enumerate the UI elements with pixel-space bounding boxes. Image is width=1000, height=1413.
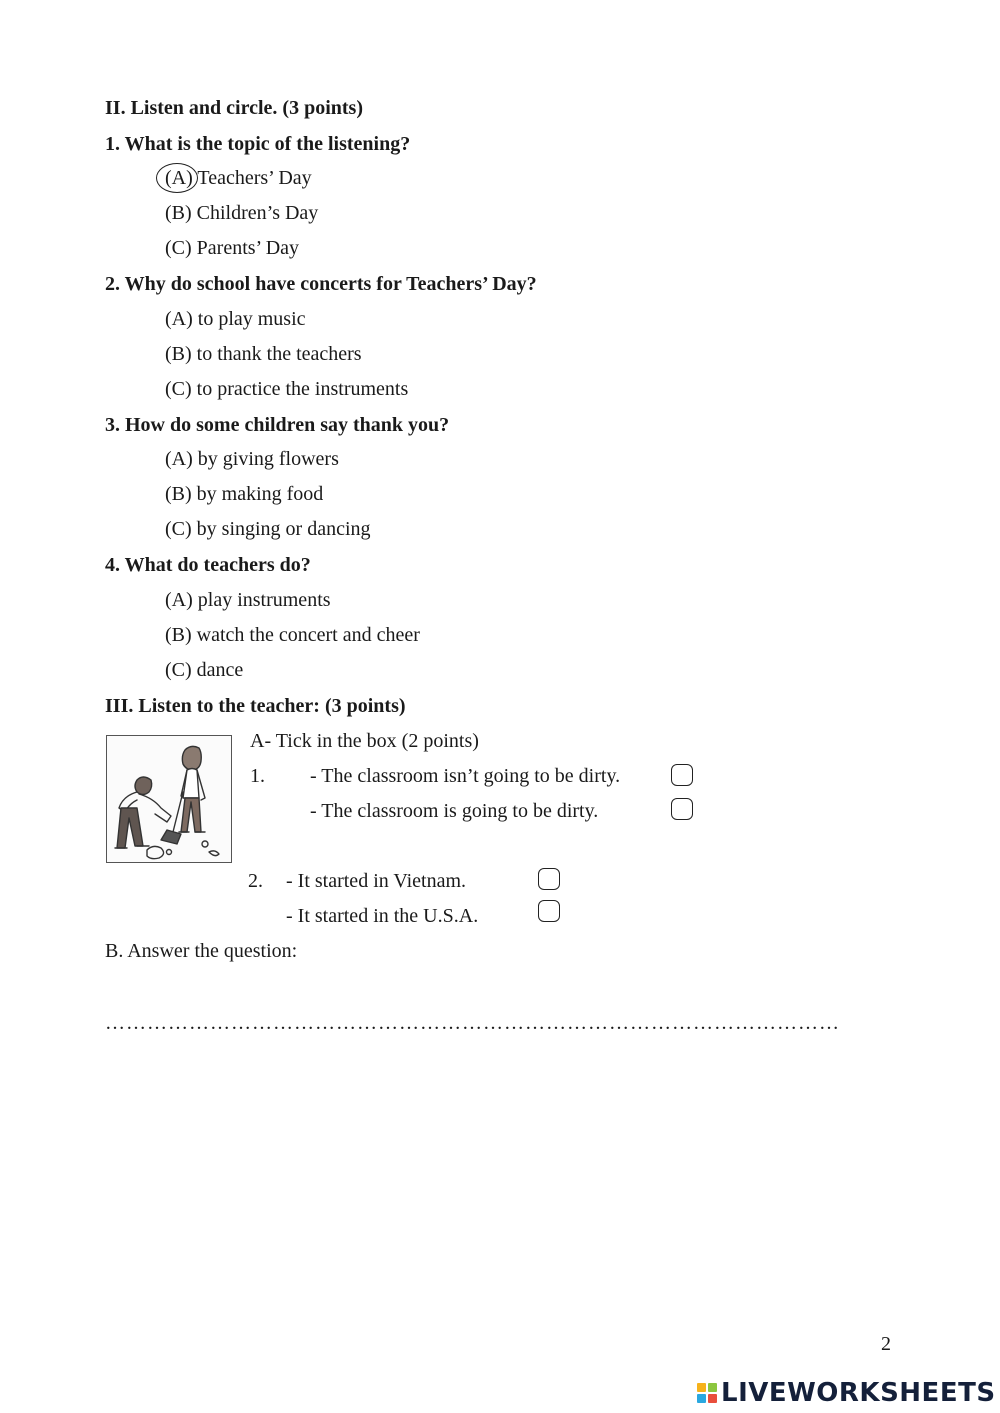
q1-option-c[interactable]: (C) Parents’ Day <box>165 237 300 259</box>
question-4: 4. What do teachers do? <box>105 554 311 576</box>
q4-option-a[interactable]: (A) play instruments <box>165 589 331 611</box>
answer-line[interactable]: …………………………………………………………………………………………… <box>105 1012 840 1034</box>
q3-option-a[interactable]: (A) by giving flowers <box>165 448 339 470</box>
q3-option-c[interactable]: (C) by singing or dancing <box>165 518 371 540</box>
item-2-number: 2. <box>248 870 263 892</box>
q1-option-b[interactable]: (B) Children’s Day <box>165 202 319 224</box>
children-cleaning-drawing <box>107 736 230 861</box>
question-3: 3. How do some children say thank you? <box>105 414 450 436</box>
cleaning-illustration <box>106 735 232 863</box>
liveworksheets-logo <box>697 1378 996 1408</box>
q2-option-c[interactable]: (C) to practice the instruments <box>165 378 409 400</box>
q1-option-a[interactable]: (A) Teachers’ Day <box>165 167 312 189</box>
question-2: 2. Why do school have concerts for Teachers’ Day? <box>105 273 537 295</box>
q3-option-b[interactable]: (B) by making food <box>165 483 324 505</box>
item-1-statement-2: - The classroom is going to be dirty. <box>310 800 599 822</box>
q4-option-c[interactable]: (C) dance <box>165 659 244 681</box>
tick-box-2a[interactable] <box>538 868 560 890</box>
q4-option-b[interactable]: (B) watch the concert and cheer <box>165 624 420 646</box>
item-1-statement-1: - The classroom isn’t going to be dirty. <box>310 765 621 787</box>
section-3-heading: III. Listen to the teacher: (3 points) <box>105 695 406 717</box>
tick-box-1a[interactable] <box>671 764 693 786</box>
tick-box-2b[interactable] <box>538 900 560 922</box>
part-a-instruction: A- Tick in the box (2 points) <box>250 730 479 752</box>
item-1-number: 1. <box>250 765 265 787</box>
q2-option-a[interactable]: (A) to play music <box>165 308 306 330</box>
q2-option-b[interactable]: (B) to thank the teachers <box>165 343 362 365</box>
item-2-statement-2: - It started in the U.S.A. <box>286 905 479 927</box>
logo-text: LIVEWORKSHEETS <box>721 1378 996 1408</box>
part-b-instruction: B. Answer the question: <box>105 940 298 962</box>
item-2-statement-1: - It started in Vietnam. <box>286 870 467 892</box>
question-1: 1. What is the topic of the listening? <box>105 133 411 155</box>
tick-box-1b[interactable] <box>671 798 693 820</box>
section-2-heading: II. Listen and circle. (3 points) <box>105 97 363 119</box>
page-number: 2 <box>881 1333 891 1355</box>
logo-grid-icon <box>697 1383 717 1403</box>
